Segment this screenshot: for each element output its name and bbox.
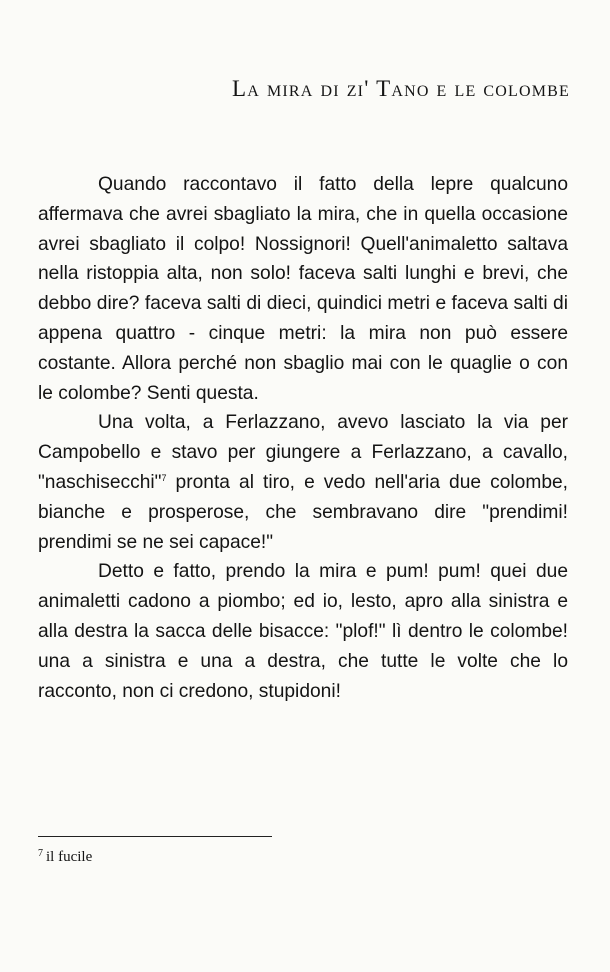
paragraph-2-text-after: pronta al tiro, e vedo nell'aria due colombe, bianche e prosperose, che sembravano dire "prendimi! prendimi se ne sei capace!" xyxy=(38,471,568,553)
footnote xyxy=(38,848,92,866)
paragraph-2 xyxy=(38,408,568,557)
footnote-separator xyxy=(38,836,272,837)
footnote-text: il fucile xyxy=(46,849,93,865)
paragraph-2-text-before: Una volta, a Ferlazzano, avevo lasciato la via per Campobello e stavo per giungere a Ferlazzano, a cavallo, "naschisecchi" xyxy=(38,412,568,493)
body-text xyxy=(38,170,568,706)
paragraph-3: Detto e fatto, prendo la mira e pum! pum! quei due animaletti cadono a piombo; ed io, lesto, apro alla sinistra e alla destra la sacca delle bisacce: "plof!" lì dentro le colombe! una a sinistra e una a destra, che tutte le volte che lo racconto, non ci credono, stupidoni! xyxy=(38,561,568,702)
chapter-title: La mira di zi' Tano e le colombe xyxy=(231,76,570,101)
paragraph-1: Quando raccontavo il fatto della lepre qualcuno affermava che avrei sbagliato la mira, che in quella occasione avrei sbagliato il colpo! Nossignori! Quell'animaletto saltava nella ristoppia alta, non solo! faceva salti lunghi e brevi, che debbo dire? faceva salti di dieci, quindici metri e faceva salti di appena quattro - cinque metri: la mira non può essere costante. Allora perché non sbaglio mai con le quaglie o con le colombe? Senti questa. xyxy=(38,174,568,404)
footnote-number: 7 xyxy=(38,848,43,859)
footnote-reference: 7 xyxy=(161,472,167,483)
